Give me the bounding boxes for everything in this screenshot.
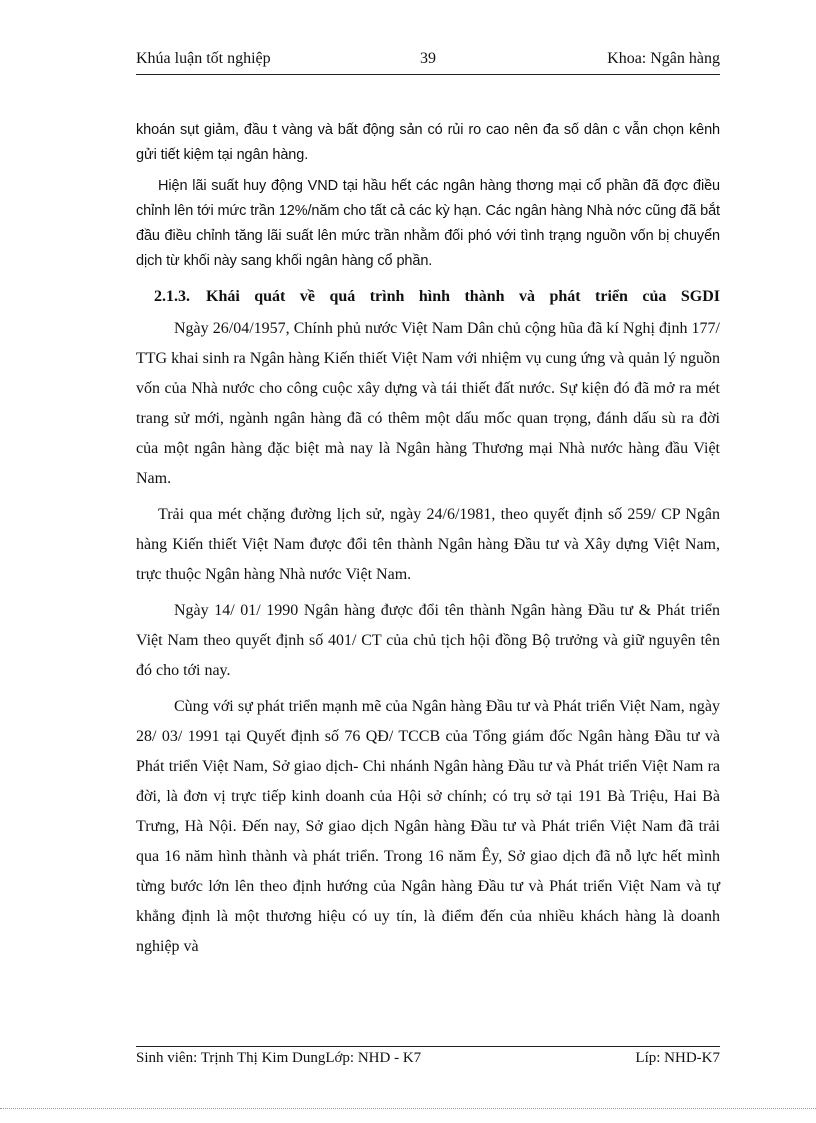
paragraph-renaming-1981: Trải qua mét chặng đường lịch sử, ngày 24/6/1981, theo quyết định số 259/ CP Ngân hàng Kiến thiết Việt Nam được đổi tên thành Ngân hàng Đầu tư và Xây dựng Việt Nam, trực thuộc Ngân hàng Nhà nước Việt Nam. (136, 506, 720, 583)
footer-student: Sinh viên: Trịnh Thị Kim DungLớp: NHD - K7 (136, 1050, 422, 1066)
paragraph-interest-rates: Hiện lãi suất huy động VND tại hầu hết các ngân hàng thơng mại cổ phần đã đợc điều chỉnh lên tới mức trần 12%/năm cho tất cả các kỳ hạn. Các ngân hàng Nhà nớc cũng đã bắt đầu điều chỉnh tăng lãi suất lên mức trần nhằm đối phó với tình trạng nguồn vốn bị chuyển dịch từ khối này sang khối ngân hàng cổ phần. (136, 178, 720, 269)
page-footer (136, 1050, 720, 1072)
page-header (136, 48, 720, 72)
page-number: 39 (420, 50, 436, 67)
page-bottom-border (0, 1108, 816, 1109)
paragraph-founding-1957: Ngày 26/04/1957, Chính phủ nước Việt Nam Dân chủ cộng hũa đã kí Nghị định 177/ TTG khai sinh ra Ngân hàng Kiến thiết Việt Nam với nhiệm vụ cung ứng và quản lý nguồn vốn của Nhà nước cho công cuộc xây dựng và tái thiết đất nước. Sự kiện đó đã mở ra mét trang sử mới, ngành ngân hàng đã có thêm một dấu mốc quan trọng, đánh dấu sù ra đời của một ngân hàng đặc biệt mà nay là Ngân hàng Thương mại Nhà nước hàng đầu Việt Nam. (136, 320, 720, 487)
footer-rule (136, 1046, 720, 1047)
paragraph-renaming-1990: Ngày 14/ 01/ 1990 Ngân hàng được đổi tên thành Ngân hàng Đầu tư & Phát triển Việt Nam theo quyết định số 401/ CT của chủ tịch hội đồng Bộ trưởng và giữ nguyên tên đó cho tới nay. (136, 602, 720, 679)
header-faculty-label: Khoa: Ngân hàng (607, 50, 720, 67)
section-heading (154, 288, 720, 306)
header-rule (136, 74, 720, 75)
paragraph-savings-channel: khoán sụt giảm, đầu t vàng và bất động sản có rủi ro cao nên đa số dân c vẫn chọn kênh gửi tiết kiệm tại ngân hàng. (136, 122, 720, 163)
section-number: 2.1.3. (154, 288, 190, 305)
paragraph-transaction-office: Cùng với sự phát triển mạnh mẽ của Ngân hàng Đầu tư và Phát triển Việt Nam, ngày 28/ 03/ 1991 tại Quyết định số 76 QĐ/ TCCB của Tổng giám đốc Ngân hàng Đầu tư và Phát triển Việt Nam, Sở giao dịch- Chi nhánh Ngân hàng Đầu tư và Phát triển Việt Nam ra đời, là đơn vị trực tiếp kinh doanh của Hội sở chính; có trụ sở tại 191 Bà Triệu, Hai Bà Trưng, Hà Nội. Đến nay, Sở giao dịch Ngân hàng Đầu tư và Phát triển Việt Nam đã trải qua 16 năm hình thành và phát triển. Trong 16 năm Êy, Sở giao dịch đã nỗ lực hết mình từng bước lớn lên theo định hướng của Ngân hàng Đầu tư và Phát triển Việt Nam và tự khẳng định là một thương hiệu có uy tín, là điểm đến của nhiều khách hàng là doanh nghiệp và (136, 698, 720, 955)
header-thesis-label: Khúa luận tốt nghiệp (136, 50, 271, 67)
section-title: Khái quát về quá trình hình thành và phát triển của SGDI (206, 288, 720, 305)
page-body (136, 118, 720, 962)
footer-class: Líp: NHD-K7 (635, 1050, 720, 1066)
